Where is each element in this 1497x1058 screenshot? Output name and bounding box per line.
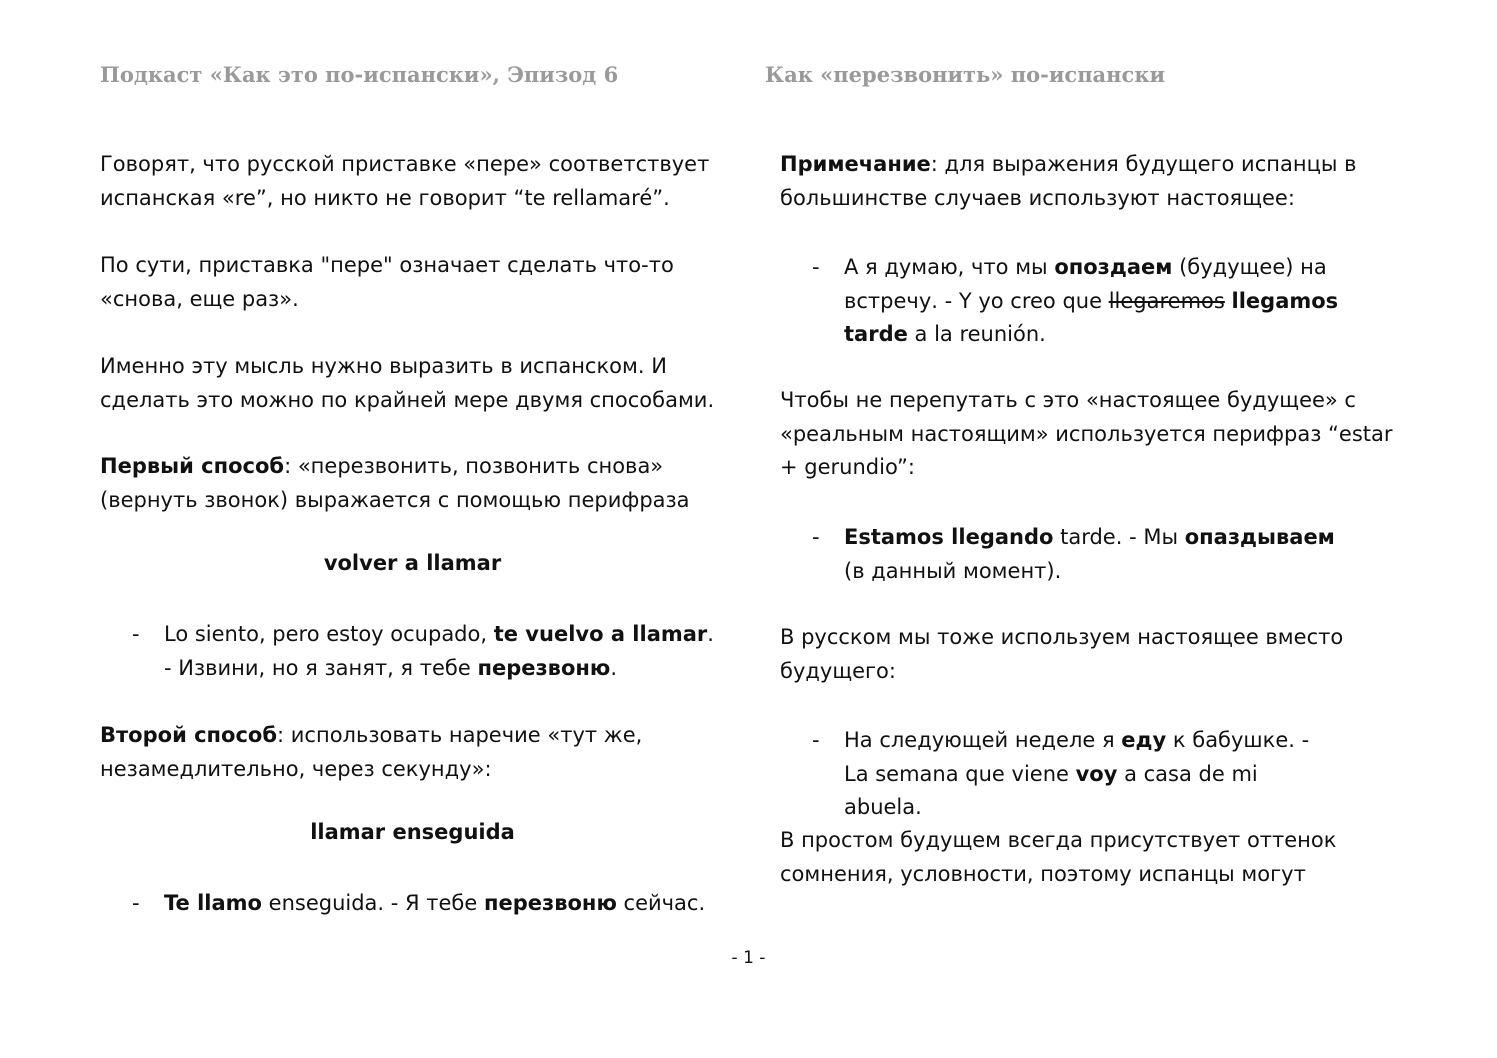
list-item bbox=[100, 887, 725, 921]
example-bold: Estamos llegando bbox=[844, 525, 1054, 549]
example-text: к бабушке. - La semana que viene bbox=[844, 728, 1310, 786]
left-header: Подкаст «Как это по-испански», Эпизод 6 bbox=[100, 62, 619, 87]
example-bold: Te llamo bbox=[164, 891, 262, 915]
example-list-3 bbox=[780, 251, 1340, 352]
example-strikethrough: llegaremos bbox=[1108, 288, 1225, 313]
dash-marker: - bbox=[812, 728, 820, 752]
example-text: сейчас. bbox=[616, 891, 706, 915]
paragraph-meaning: По сути, приставка "пере" означает сделать что-то «снова, еще раз». bbox=[100, 253, 674, 311]
list-item bbox=[780, 521, 1340, 588]
first-way-text: : «перезвонить, позвонить снова» (вернуть звонок) выражается с помощью перифраза bbox=[100, 454, 690, 512]
paragraph-russian-present: В русском мы тоже используем настоящее вместо будущего: bbox=[780, 625, 1344, 683]
note-text: : для выражения будущего испанцы в большинстве случаев используют настоящее: bbox=[780, 152, 1357, 210]
paragraph-intro: Говорят, что русской приставке «пере» соответствует испанская «re”, но никто не говорит “te rellamaré”. bbox=[100, 152, 710, 210]
example-text: (в данный момент). bbox=[844, 558, 1062, 583]
example-text: Lo siento, pero estoy ocupado, bbox=[164, 622, 494, 646]
dash-marker: - bbox=[132, 622, 140, 646]
example-bold: te vuelvo a llamar bbox=[493, 622, 708, 646]
example-list-1 bbox=[100, 618, 725, 685]
example-bold: еду bbox=[1121, 728, 1167, 752]
example-text: enseguida. - Я тебе bbox=[261, 891, 484, 915]
paragraph-note bbox=[780, 148, 1400, 215]
example-text: . - Извини, но я занят, я тебе bbox=[164, 622, 714, 680]
paragraph-first-way bbox=[100, 450, 725, 517]
example-bold: перезвоню bbox=[477, 655, 611, 680]
right-header: Как «перезвонить» по-испански bbox=[765, 62, 1166, 87]
example-bold: перезвоню bbox=[483, 891, 617, 915]
example-text: А я думаю, что мы bbox=[844, 255, 1055, 279]
example-text: a casa de mi abuela. bbox=[844, 761, 1258, 820]
example-text: На следующей неделе я bbox=[844, 728, 1122, 752]
example-bold: опаздываем bbox=[1184, 525, 1335, 549]
example-text: a la reunión. bbox=[907, 322, 1046, 347]
dash-marker: - bbox=[132, 891, 140, 915]
paragraph-second-way bbox=[100, 719, 725, 786]
paragraph-simple-future: В простом будущем всегда присутствует оттенок сомнения, условности, поэтому испанцы могут bbox=[780, 828, 1337, 886]
dash-marker: - bbox=[812, 255, 820, 279]
example-bold: llegamos tarde bbox=[844, 288, 1339, 347]
example-list-5 bbox=[780, 724, 1340, 825]
list-item bbox=[780, 251, 1340, 352]
note-label: Примечание bbox=[780, 152, 931, 176]
example-list-2 bbox=[100, 887, 725, 921]
page-number: - 1 - bbox=[731, 948, 766, 968]
example-bold: voy bbox=[1075, 761, 1118, 786]
example-text bbox=[1225, 289, 1232, 313]
paragraph-idea: Именно эту мысль нужно выразить в испанском. И сделать это можно по крайней мере двумя способами. bbox=[100, 354, 715, 412]
list-item bbox=[100, 618, 725, 685]
phrase-llamar-enseguida: llamar enseguida bbox=[310, 820, 515, 844]
example-text: tarde. - Мы bbox=[1053, 525, 1185, 549]
example-text: . bbox=[610, 655, 617, 680]
list-item bbox=[780, 724, 1340, 825]
example-text: (будущее) на встречу. - Y yo creo que bbox=[844, 255, 1327, 313]
second-way-text: : использовать наречие «тут же, незамедлительно, через секунду»: bbox=[100, 723, 643, 781]
second-way-label: Второй способ bbox=[100, 723, 278, 747]
first-way-label: Первый способ bbox=[100, 454, 285, 478]
paragraph-estar-gerundio: Чтобы не перепутать с это «настоящее будущее» с «реальным настоящим» используется перифраз “estar + gerundio”: bbox=[780, 388, 1393, 480]
phrase-volver-a-llamar: volver a llamar bbox=[323, 551, 502, 575]
example-list-4 bbox=[780, 521, 1340, 588]
example-bold: опоздаем bbox=[1054, 255, 1173, 279]
dash-marker: - bbox=[812, 525, 820, 549]
